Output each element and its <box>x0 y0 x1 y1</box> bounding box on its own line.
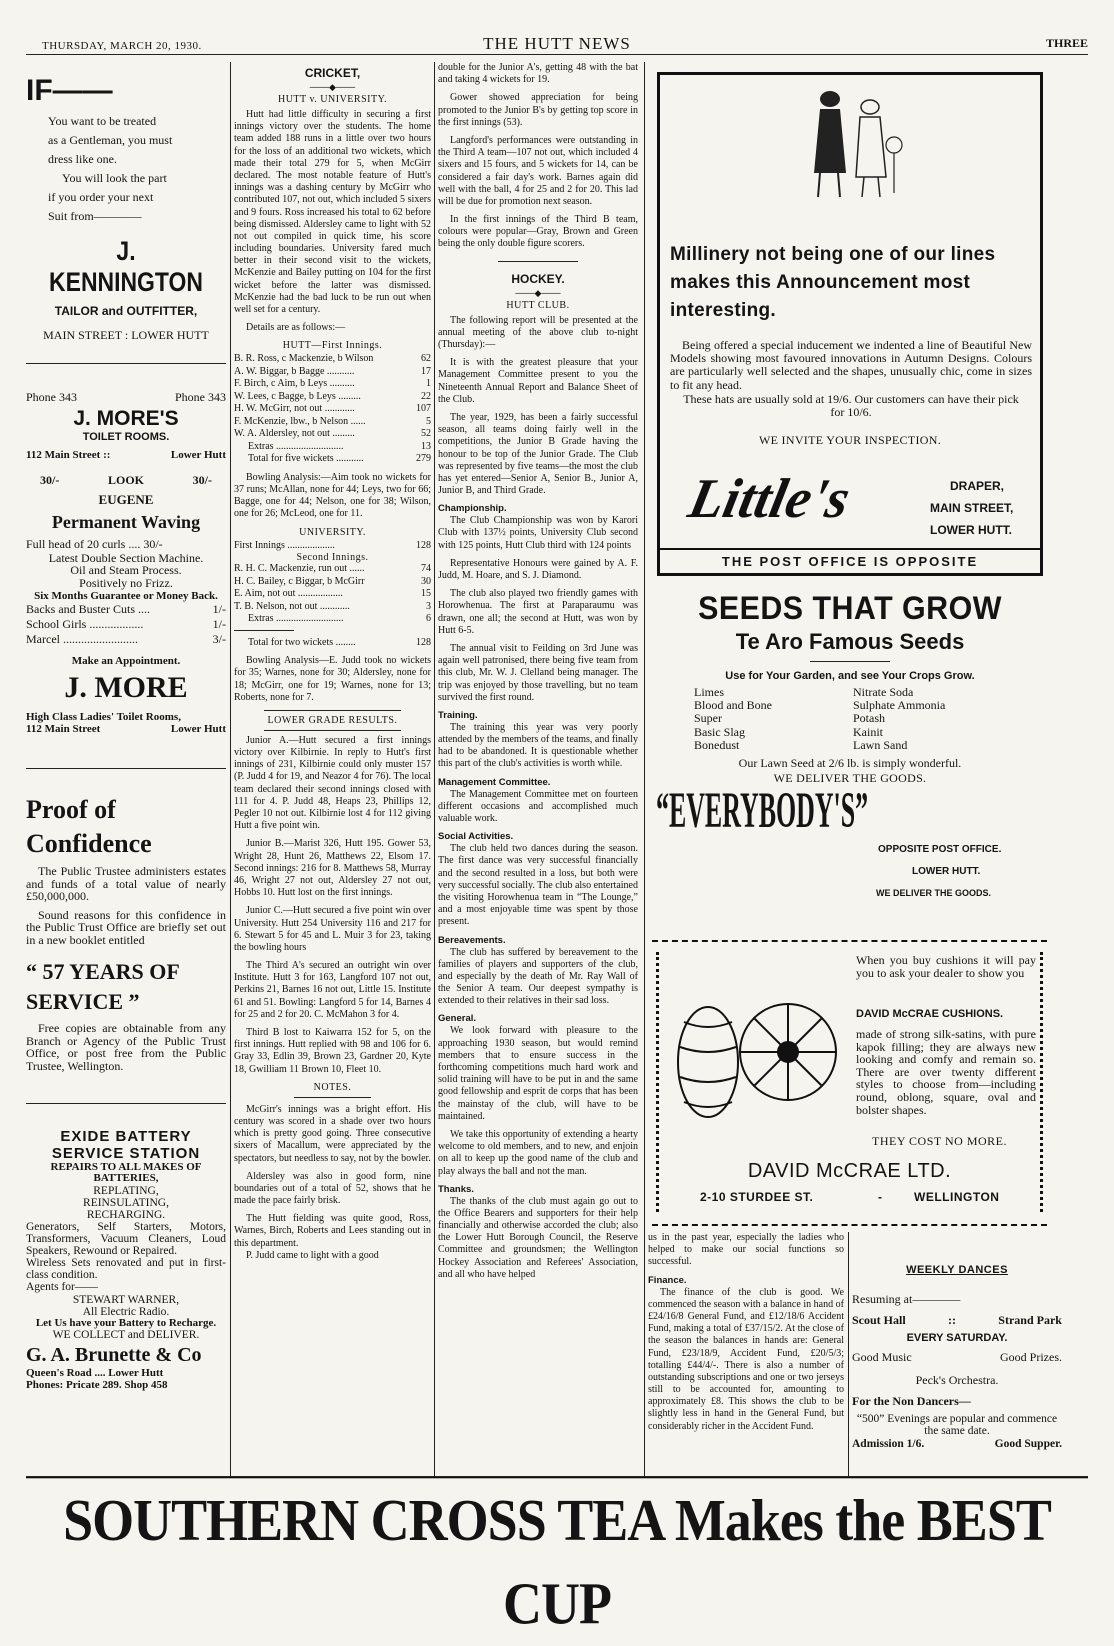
article-paragraph: The Hutt fielding was quite good, Ross, Warnes, Birch, Roberts and Lees standing out in this department. <box>234 1213 431 1249</box>
score-row: F. McKenzie, lbw., b Nelson ...... 5 <box>234 415 431 427</box>
article-paragraph: McGirr's innings was a bright effort. His century was scored in a shade over two hours which is pretty good going. Three consecutive sixers of Macallum, were appreciated by the spectators, but needless to say, not by the bowler. <box>234 1103 431 1164</box>
trustee-heading-1: Proof of <box>26 795 116 825</box>
more-footer-address: 112 Main Street <box>26 722 101 735</box>
price-item: School Girls .................. <box>26 616 144 631</box>
phone-right: Phone 343 <box>175 390 226 404</box>
article-paragraph: The training this year was very poorly attended by the members of the teams, and finally had to be abandoned. It is questionable whether this part of the club's activities is worth while. <box>438 721 638 770</box>
article-paragraph: The finance of the club is good. We commenced the season with a balance in hand of £24/16/8 General Fund, and £12/18/6 Accident Fund, making a total of £37/15/2. At the close of the season the balances in hands are: General Fund, £23/18/9, Accident Fund, £20/5/3; totalling £44/4/-. There is also a number of outstanding subscriptions and one or two jerseys still to be accounted for, amounting to approximately £8. This shows the club to be slightly less in hand in the General Fund, but considerably richer in the Accident Fund. <box>648 1286 844 1432</box>
trustee-text: Free copies are obtainable from any Branch or Agency of the Public Trust Office, or post free from the Public Trustee, Wellington. <box>26 1021 226 1073</box>
article-paragraph: We take this opportunity of extending a hearty welcome to old members, and to new, and enjoin on all to keep up the good name of the club and play always the ball and not the man. <box>438 1128 638 1177</box>
hockey-subtitle: HUTT CLUB. <box>506 299 570 311</box>
mccrae-brand: DAVID McCRAE CUSHIONS. <box>856 1008 1004 1020</box>
article-paragraph: The year, 1929, has been a fairly successful season, all teams doing fairly well in the competitions, the Junior B Grade having the honour to be top of the Junior Grade. The Club was represented by five teams—the most the club has yet entered—Senior A, Senior B., Junior A, Junior B, and Third Grade. <box>438 411 638 497</box>
dances-non: For the Non Dancers— <box>852 1394 971 1408</box>
hutt-scorecard <box>234 353 431 466</box>
score-row: A. W. Biggar, b Bagge ........... 17 <box>234 365 431 377</box>
score-row: Extras ........................... 6 <box>248 613 431 625</box>
everybodys-logo: “EVERYBODY'S” <box>656 782 869 839</box>
dances-sep: :: <box>947 1313 956 1327</box>
article-paragraph: The club has suffered by bereavement to the families of players and supporters of the club, and especially by the death of Mr. Ray Wall of the Senior A team. Our deepest sympathy is extended to their relatives in their sad loss. <box>438 946 638 1007</box>
price-value: 1/- <box>212 601 226 616</box>
score-row: R. H. C. Mackenzie, run out ...... 74 <box>234 563 431 575</box>
article-paragraph: Junior B.—Marist 326, Hutt 195. Gower 53, Wright 28, Hunt 26, Matthews 22, Elsom 17. Second innings: 216 for 8. Matthews 58, Murray 46, Wright 27 not out, Aldersley 27 not out, Hobbs 10. Hutt lost on the first innings. <box>234 838 431 899</box>
seeds-use: Use for Your Garden, and see Your Crops Grow. <box>725 670 975 682</box>
score-row: First Innings ................... 128 <box>234 539 431 551</box>
dances-admission: Admission 1/6. <box>852 1438 925 1451</box>
scorecard-heading: HUTT—First Innings. <box>282 340 383 352</box>
mccrae-ad <box>652 940 1047 1226</box>
more-rooms: TOILET ROOMS. <box>82 431 170 443</box>
seeds-deliver: WE DELIVER THE GOODS. <box>773 770 927 785</box>
exide-text: Generators, Self Starters, Motors, Transformers, Vacuum Cleaners, Loud Speakers, Rewound or Repaired. <box>26 1220 226 1257</box>
article-paragraph: double for the Junior A's, getting 48 with the bat and taking 4 wickets for 19. <box>438 62 638 86</box>
header-date: THURSDAY, MARCH 20, 1930. <box>42 40 202 52</box>
seed-item: Sulphate Ammonia <box>853 698 946 713</box>
article-paragraph: The Third A's secured an outright win over Institute. Hutt 3 for 163, Langford 107 not out, Perkins 21, Barnes 16 not out, Little 15. Institute 61 and 51. Bowling: Langford 5 for 14, Barnes 4 for 25 and 2 for 20. C. McMahon 3 for 4. <box>234 960 431 1020</box>
score-row: W. Lees, c Bagge, b Leys ......... 22 <box>234 390 431 402</box>
waving-heading: Permanent Waving <box>51 511 201 532</box>
kennington-name: J. KENNINGTON <box>49 236 203 297</box>
littles-text: These hats are usually sold at 19/6. Our customers can have their pick for 10/6. <box>683 392 1019 420</box>
score-row: Extras ........................... 13 <box>248 440 431 452</box>
price-item: Backs and Buster Cuts .... <box>26 601 150 616</box>
exide-collect: WE COLLECT and DELIVER. <box>52 1329 200 1342</box>
more-appointment: Make an Appointment. <box>71 654 181 667</box>
score-row: E. Aim, not out .................. 15 <box>234 588 431 600</box>
kennington-line: You want to be treated <box>48 114 157 128</box>
everybodys-town: LOWER HUTT. <box>912 866 981 877</box>
kennington-line: if you order your next <box>48 190 154 204</box>
seed-item: Lawn Sand <box>853 737 908 752</box>
more-footer: High Class Ladies' Toilet Rooms, <box>26 710 181 723</box>
mccrae-address: 2-10 STURDEE ST. <box>700 1190 814 1204</box>
everybodys-opposite: OPPOSITE POST OFFICE. <box>878 844 1002 855</box>
more-town: Lower Hutt <box>170 449 226 461</box>
notes-heading: NOTES. <box>313 1081 352 1093</box>
kennington-ad <box>26 74 226 343</box>
more-full-head: Full head of 20 curls .... 30/- <box>26 536 163 551</box>
article-paragraph: The club also played two friendly games with Horowhenua. The first at Paraparaumu was drawn, one all; the second at Hutt, was won by Hutt 6-5. <box>438 588 638 636</box>
trustee-text: The Public Trustee administers estates and funds of a total value of nearly £50,000,000. <box>26 863 226 904</box>
score-row: B. R. Ross, c Mackenzie, b Wilson 62 <box>234 353 431 365</box>
article-paragraph: Third B lost to Kaiwarra 152 for 5, on the first innings. Hutt replied with 98 and 106 for 6. Gray 33, Edlin 39, Brown 23, Gardner 20, Kyte 18, Gwilliam 11 Brown 10, Fleet 10. <box>234 1027 431 1075</box>
section-heading: Bereavements. <box>438 934 506 946</box>
seed-item: Limes <box>694 685 724 699</box>
littles-ad <box>657 72 1043 576</box>
mccrae-cost: THEY COST NO MORE. <box>872 1134 1008 1148</box>
article-paragraph: Hutt had little difficulty in securing a first innings victory over the students. The home team added 188 runs in a little over two hours for the loss of an additional two wickets, which made their total 279 for 5, when McGirr declared. The most notable feature of Hutt's innings was a dashing century by McGirr who contributed 107, not out, which included 5 sixers and 9 fours. Ross increased his total to 62 before being dismissed. Aldersley came to light with 52 not out compiled in quick time, his score including boundaries. University fared much better in their second visit to the wickets, McKenzie and Bailey putting on 104 for the first wicket before the latter was dismissed. McKenzie had the bad luck to be run out when well set for a century. <box>234 109 431 315</box>
article-paragraph: Details are as follows:— <box>246 322 346 334</box>
dances-resuming: Resuming at———— <box>852 1292 961 1306</box>
exide-title-2: SERVICE STATION <box>51 1144 201 1162</box>
score-row: H. W. McGirr, not out ............ 107 <box>234 403 431 415</box>
page-header <box>26 34 1088 55</box>
article-paragraph: The club held two dances during the season. The first dance was very successful financially and the second resulted in a loss, but both were very successful socially. The club also entertained the visiting Horowhenua team in “The Lounge,” and a most enjoyable time was spent by those present. <box>438 843 638 928</box>
kennington-line: as a Gentleman, you must <box>48 133 173 147</box>
dances-orchestra: Peck's Orchestra. <box>915 1373 999 1387</box>
section-heading: Training. <box>438 709 478 721</box>
trustee-heading-2: Confidence <box>26 829 152 859</box>
everybodys-deliver: WE DELIVER THE GOODS. <box>876 888 992 898</box>
article-paragraph: Junior C.—Hutt secured a five point win over University. Hutt 254 University 116 and 217 for 6. Stewart 5 for 45 and L. Muir 3 for 23, taking the bowling hours <box>234 905 431 953</box>
price-right: 30/- <box>192 472 212 487</box>
article-paragraph: Bowling Analysis:—Aim took no wickets for 37 runs; McAllan, none for 44; Leys, two for 66; Bagge, one for 44; Nelson, one for 38; Wilson, one for 26; McLeod, one for 11. <box>234 471 431 520</box>
ornament-rule: ───◆─── <box>515 287 561 298</box>
littles-logo: Little's <box>683 468 856 530</box>
article-paragraph: The thanks of the club must again go out to the Office Bearers and supporters for their help financially and otherwise accorded the club; also the Lower Hutt Borough Council, the Reserve Committee and groundsmen; the Wellington Hockey Association and Referees' Association, and all who have helped <box>438 1195 638 1280</box>
littles-headline: Millinery not being one of our lines makes this Announcement most interesting. <box>670 244 996 321</box>
ornament-rule: ───◆─── <box>309 82 356 92</box>
cricket-article <box>234 62 431 1262</box>
section-heading: General. <box>438 1013 477 1025</box>
littles-invite: WE INVITE YOUR INSPECTION. <box>759 433 941 447</box>
article-paragraph: The annual visit to Feilding on 3rd June was again well patronised, there being five team from this club, Mr. W. J. Clelland being manager. The trip was enjoyed by those travelling, but no team survived the first round. <box>438 642 638 703</box>
price-left: 30/- <box>40 472 60 487</box>
exide-line: RECHARGING. <box>86 1208 166 1221</box>
kennington-trade: TAILOR and OUTFITTER, <box>54 304 198 318</box>
hockey-article <box>438 62 638 1287</box>
weekly-dances-ad <box>852 1244 1062 1469</box>
masthead: THE HUTT NEWS <box>483 34 631 53</box>
exide-ad <box>26 1128 226 1392</box>
littles-draper: DRAPER, <box>950 479 1005 493</box>
more-footer-town: Lower Hutt <box>170 722 226 735</box>
southern-cross-tea-banner: SOUTHERN CROSS TEA Makes the BEST CUP <box>26 1476 1088 1562</box>
more-line: Latest Double Section Machine. <box>48 550 204 565</box>
trustee-book-1: “ 57 YEARS OF <box>26 958 180 984</box>
seeds-ad <box>650 590 1050 898</box>
exide-repairs: REPAIRS TO ALL MAKES OF BATTERIES, <box>50 1160 202 1185</box>
price-value: 1/- <box>212 616 226 631</box>
littles-text: Being offered a special inducement we indented a line of Beautiful New Models showing most favoured innovations in Autumn Designs. Colours are particularly well selected and the shapes, unusually chic, come in sizes to fit any head. <box>670 338 1032 392</box>
dances-music: Good Music <box>852 1350 912 1364</box>
article-paragraph: Gower showed appreciation for being promoted to the Junior B's by getting top score in the first innings (53). <box>438 92 638 128</box>
more-line: Positively no Frizz. <box>79 575 173 590</box>
exide-title-1: EXIDE BATTERY <box>60 1127 192 1145</box>
dances-hall: Scout Hall <box>852 1313 906 1327</box>
public-trustee-ad <box>26 793 226 1072</box>
article-paragraph: It is with the greatest pleasure that your Management Committee present to you the Nineteenth Annual Report and Balance Sheet of the Club. <box>438 357 638 405</box>
trustee-book-2: SERVICE ” <box>26 989 140 1015</box>
exide-agent-name: STEWART WARNER, <box>72 1293 180 1306</box>
score-row: T. B. Nelson, not out ............ 3 <box>234 600 431 612</box>
kennington-line: dress like one. <box>48 152 117 166</box>
score-row: H. C. Bailey, c Biggar, b McGirr 30 <box>234 575 431 587</box>
section-heading: Management Committee. <box>438 776 551 788</box>
seeds-lawn: Our Lawn Seed at 2/6 lb. is simply wonderful. <box>738 755 962 770</box>
brunette-road: Queen's Road .... Lower Hutt <box>26 1367 164 1380</box>
mccrae-name: DAVID McCRAE LTD. <box>747 1160 952 1182</box>
dances-every: EVERY SATURDAY. <box>906 1332 1008 1344</box>
article-paragraph: In the first innings of the Third B team, colours were popular—Gray, Brown and Green being the only double figure scorers. <box>438 214 638 250</box>
trustee-text: Sound reasons for this confidence in the Public Trust Office are briefly set out in a new booklet entitled <box>26 907 226 947</box>
seed-item: Kainit <box>853 724 883 739</box>
littles-street: MAIN STREET, <box>930 501 1014 515</box>
score-row: W. A. Aldersley, not out ......... 52 <box>234 428 431 440</box>
more-line: Oil and Steam Process. <box>70 563 182 578</box>
look-label: LOOK <box>107 472 144 487</box>
section-heading: Finance. <box>648 1274 687 1286</box>
score-row: F. Birch, c Aim, b Leys .......... 1 <box>234 378 431 390</box>
price-item: Marcel ......................... <box>26 631 138 646</box>
hockey-title: HOCKEY. <box>511 271 565 286</box>
more-address: 112 Main Street :: <box>26 449 111 461</box>
cushion-illustration <box>668 992 848 1132</box>
kennington-line: You will look the part <box>62 171 167 185</box>
section-heading: Thanks. <box>438 1183 474 1195</box>
article-paragraph: Langford's performances were outstanding in the Third A team—107 not out, which included 4 sixers and 15 fours, and 5 wickets for 14, can be considered a fair day's work. Barnes again did well with the ball, 4 for 25 and 2 for 20. This lad will be due for promotion next season. <box>438 134 638 207</box>
seed-item: Super <box>694 711 722 726</box>
exide-line: REPLATING, <box>93 1184 159 1197</box>
exide-radio: All Electric Radio. <box>82 1305 170 1318</box>
article-paragraph: We look forward with pleasure to the approaching 1930 season, but would remind members that to ensure success in the forthcoming competitions much hard work and solid training will have to be put in and the same good fellowship and esprit de corps that has been the mainstay of the club, will have to be maintained. <box>438 1025 638 1122</box>
more-name: J. MORE'S <box>73 407 179 430</box>
hockey-article-continued <box>648 1232 844 1439</box>
fashion-illustration <box>788 85 908 205</box>
article-paragraph: Junior A.—Hutt secured a first innings victory over Kilbirnie. In reply to Hutt's first innings of 231, Kilbirnie could only muster 157 (P. Judd 4 for 19, and Neazor 4 for 76). The local team declared their second innings closed with 111 for 4. P. Judd 48, Heaps 23, Phillips 12, Pegler 10 not out. Kilbirnie lost 4 for 112 giving Hutt a five point win. <box>234 734 431 832</box>
dances-supper: Good Supper. <box>994 1438 1062 1451</box>
mccrae-city: WELLINGTON <box>914 1190 1000 1204</box>
dances-title: WEEKLY DANCES <box>906 1264 1008 1276</box>
dances-prizes: Good Prizes. <box>1000 1350 1062 1364</box>
article-paragraph: Bowling Analysis—E. Judd took no wickets for 35; Warnes, none for 30; Aldersley, none for 18; McGirr, one for 19; Warnes, none for 13; Roberts, none for 7. <box>234 655 431 703</box>
seeds-title: SEEDS THAT GROW <box>698 590 1002 626</box>
seed-item: Bonedust <box>694 737 740 752</box>
section-heading: Social Activities. <box>438 831 514 843</box>
brunette-phones: Phones: Pricate 289. Shop 458 <box>26 1379 168 1392</box>
brunette-name: G. A. Brunette & Co <box>26 1344 202 1367</box>
article-paragraph: The following report will be presented at the annual meeting of the above club to-night (Thursday):— <box>438 314 638 350</box>
if-heading: IF—— <box>26 74 113 107</box>
article-paragraph: us in the past year, especially the ladies who helped to make our social functions so successful. <box>648 1232 844 1268</box>
exide-agents: Agents for—— <box>26 1281 98 1294</box>
more-name-large: J. MORE <box>64 670 188 704</box>
exide-line: REINSULATING, <box>83 1196 169 1209</box>
eugene-label: EUGENE <box>98 491 154 507</box>
lower-grade-heading: LOWER GRADE RESULTS. <box>267 714 398 726</box>
section-heading: Championship. <box>438 503 507 515</box>
more-ad <box>26 390 226 736</box>
exide-battery: Let Us have your Battery to Recharge. <box>35 1316 217 1329</box>
littles-town: LOWER HUTT. <box>930 523 1012 537</box>
page-number: THREE <box>1045 36 1088 50</box>
article-paragraph: Representative Honours were gained by A. F. Judd, M. Hoare, and S. J. Diamond. <box>438 557 638 581</box>
scorecard-heading: Second Innings. <box>296 552 369 564</box>
scorecard-heading: UNIVERSITY. <box>299 526 366 538</box>
more-guarantee: Six Months Guarantee or Money Back. <box>34 589 218 602</box>
article-paragraph: The Management Committee met on fourteen different occasions and accomplished much valuable work. <box>438 788 638 824</box>
littles-footer: THE POST OFFICE IS OPPOSITE <box>660 548 1040 569</box>
dances-park: Strand Park <box>998 1313 1062 1327</box>
price-value: 3/- <box>212 631 226 646</box>
article-paragraph: P. Judd came to light with a good <box>246 1249 379 1261</box>
cricket-title: CRICKET, <box>304 66 361 80</box>
column-left-ads <box>26 62 226 1391</box>
seed-item: Nitrate Soda <box>853 685 914 699</box>
mccrae-intro: When you buy cushions it will pay you to ask your dealer to show you <box>856 953 1036 980</box>
cricket-subtitle: HUTT v. UNIVERSITY. <box>277 94 388 105</box>
seeds-subtitle: Te Aro Famous Seeds <box>735 629 965 654</box>
dances-evenings: “500” Evenings are popular and commence the same date. <box>856 1413 1058 1438</box>
phone-left: Phone 343 <box>26 390 77 404</box>
kennington-line: Suit from———— <box>48 209 142 223</box>
score-row: Total for two wickets ........ 128 <box>248 636 431 648</box>
seed-item: Basic Slag <box>694 724 745 739</box>
mccrae-dash: - <box>878 1190 882 1204</box>
exide-text: Wireless Sets renovated and put in first-class condition. <box>26 1256 226 1282</box>
seed-item: Blood and Bone <box>694 698 772 713</box>
seed-item: Potash <box>853 711 886 726</box>
article-paragraph: The Club Championship was won by Karori Club with 137½ points, University Club second with 125 points, Hutt Club third with 124 points <box>438 515 638 551</box>
mccrae-text: made of strong silk-satins, with pure kapok filling; they are always new looking and comfy and remain so. There are over twenty different styles to choose from—including round, oblong, square, oval and bolster shapes. <box>856 1027 1036 1117</box>
score-row: Total for five wickets ........... 279 <box>248 453 431 465</box>
university-scorecard <box>234 563 431 626</box>
kennington-address: MAIN STREET : LOWER HUTT <box>43 328 209 342</box>
article-paragraph: Aldersley was also in good form, nine boundaries out of a total of 52, shows that he made the pace fairly brisk. <box>234 1170 431 1207</box>
